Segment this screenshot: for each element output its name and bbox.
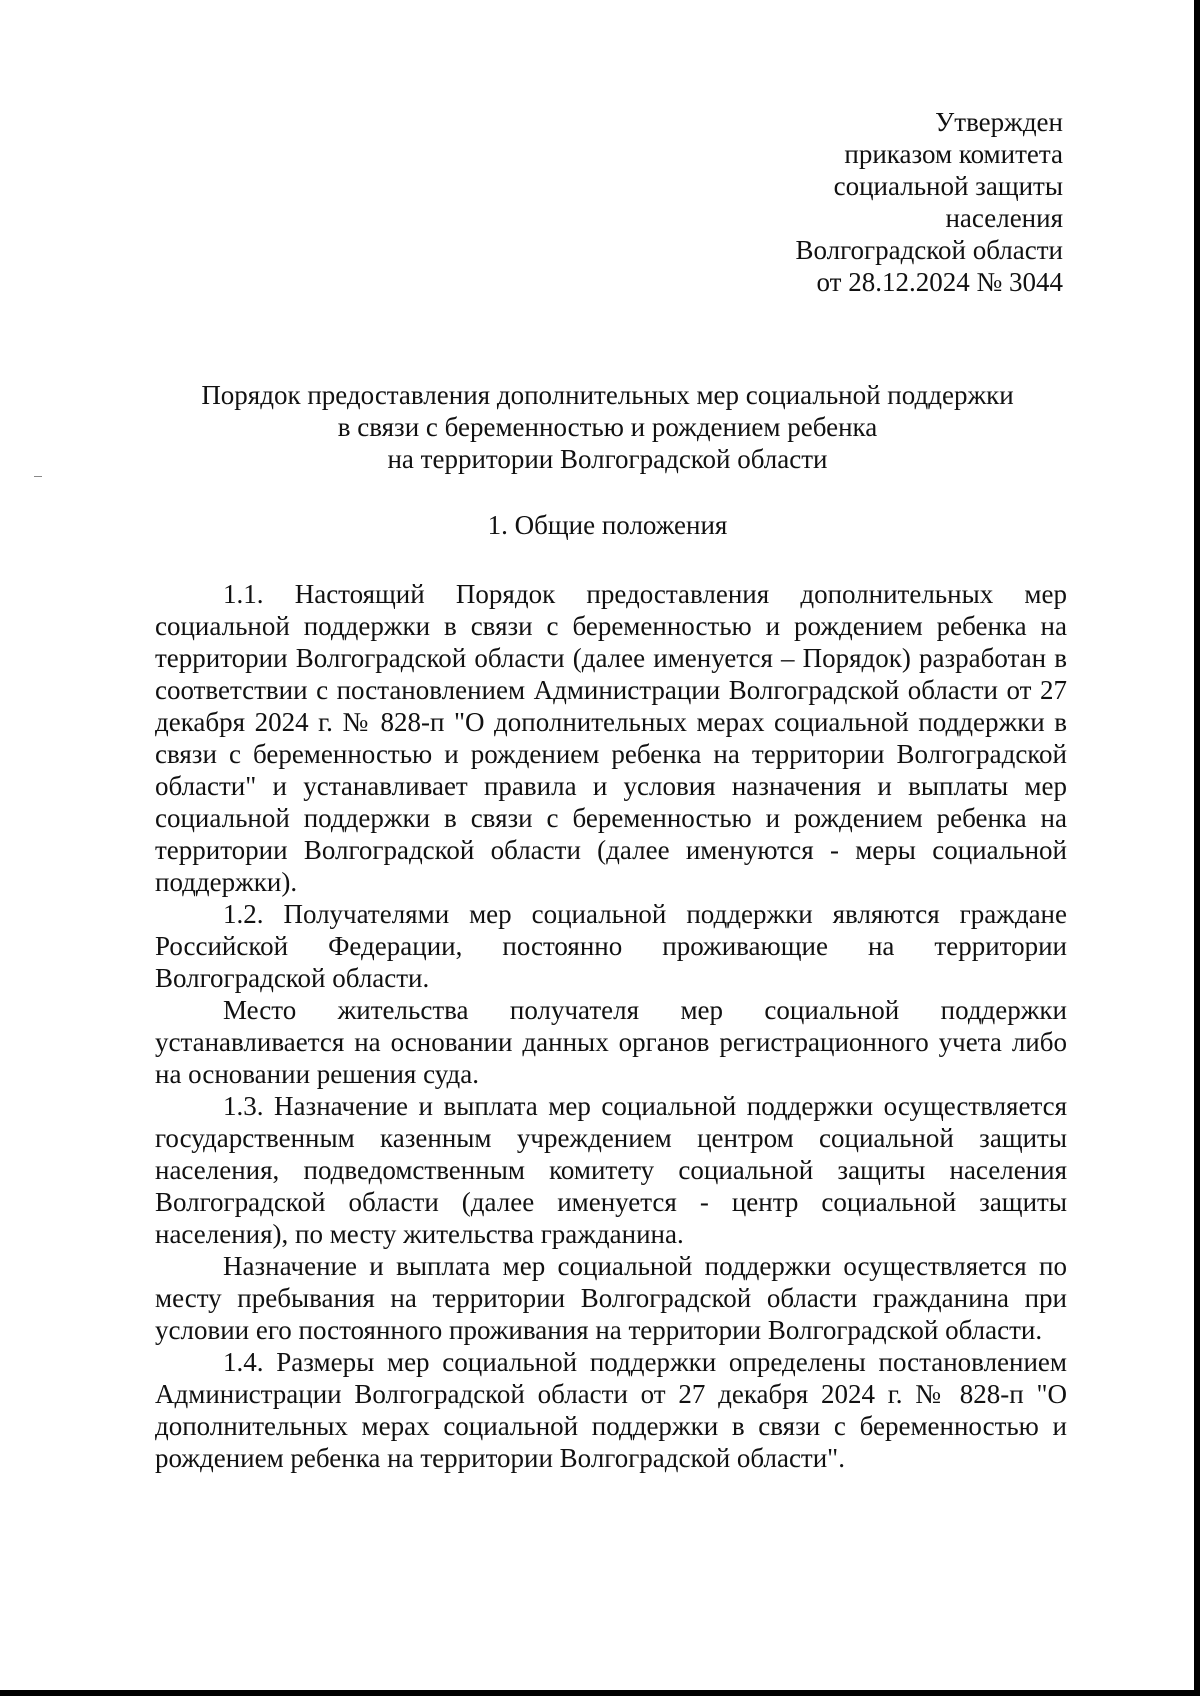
document-title	[150, 379, 1065, 475]
title-line: на территории Волгоградской области	[387, 444, 828, 474]
paragraph: Назначение и выплата мер социальной поддержки осуществляется по месту пребывания на территории Волгоградской области гражданина при условии его постоянного проживания на территории Волгоградской области.	[155, 1251, 1067, 1345]
approval-line: от 28.12.2024 № 3044	[816, 267, 1063, 297]
scan-mark	[34, 476, 42, 477]
approval-line: населения	[945, 203, 1063, 233]
approval-line: Волгоградской области	[795, 235, 1063, 265]
paragraph: 1.4. Размеры мер социальной поддержки определены постановлением Администрации Волгоградской области от 27 декабря 2024 г. № 828-п "О дополнительных мерах социальной поддержки в связи с беременностью и рождением ребенка на территории Волгоградской области".	[155, 1347, 1067, 1473]
section-heading: 1. Общие положения	[487, 510, 728, 540]
approval-line: приказом комитета	[844, 139, 1063, 169]
approval-line: социальной защиты	[833, 171, 1063, 201]
section-body	[155, 578, 1067, 1474]
paragraph: 1.1. Настоящий Порядок предоставления дополнительных мер социальной поддержки в связи с беременностью и рождением ребенка на территории Волгоградской области (далее именуется – Порядок) разработан в соответствии с постановлением Администрации Волгоградской области от 27 декабря 2024 г. № 828-п "О дополнительных мерах социальной поддержки в связи с беременностью и рождением ребенка на территории Волгоградской области" и устанавливает правила и условия назначения и выплаты мер социальной поддержки в связи с беременностью и рождением ребенка на территории Волгоградской области (далее именуются - меры социальной поддержки).	[155, 579, 1067, 897]
paragraph: 1.3. Назначение и выплата мер социальной поддержки осуществляется государственным казенным учреждением центром социальной защиты населения, подведомственным комитету социальной защиты населения Волгоградской области (далее именуется - центр социальной защиты населения), по месту жительства гражданина.	[155, 1091, 1067, 1249]
paragraph: 1.2. Получателями мер социальной поддержки являются граждане Российской Федерации, постоянно проживающие на территории Волгоградской области.	[155, 899, 1067, 993]
paragraph: Место жительства получателя мер социальной поддержки устанавливается на основании данных органов регистрационного учета либо на основании решения суда.	[155, 995, 1067, 1089]
scan-border-bottom	[0, 1690, 1200, 1696]
scan-border-right	[1194, 0, 1200, 1696]
approval-block	[795, 106, 1063, 298]
title-line: в связи с беременностью и рождением ребенка	[337, 412, 878, 442]
title-line: Порядок предоставления дополнительных мер социальной поддержки	[201, 380, 1014, 410]
approval-line: Утвержден	[935, 107, 1063, 137]
